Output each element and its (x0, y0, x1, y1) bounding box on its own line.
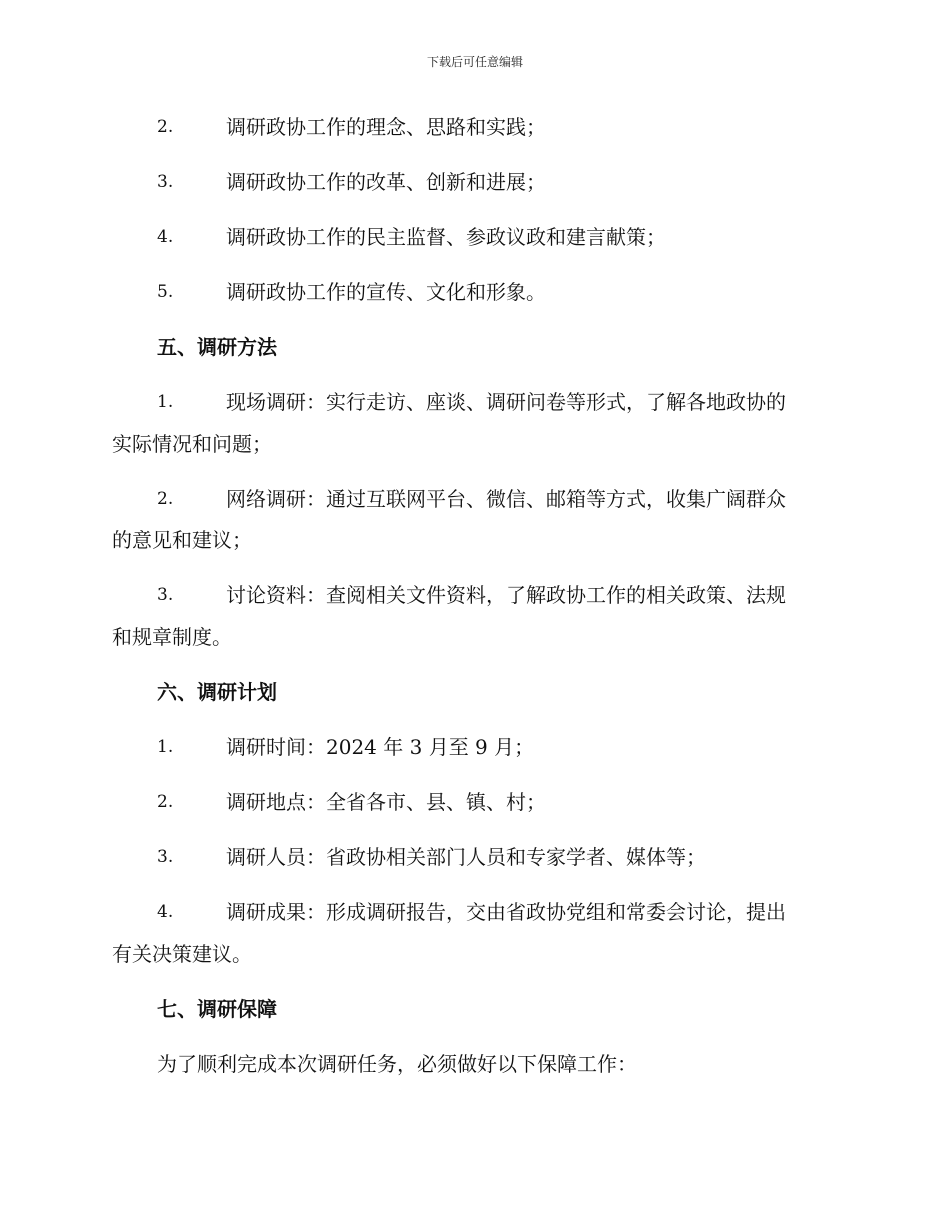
list-number: 4. (157, 227, 174, 247)
list-item-text: 调研人员：省政协相关部门人员和专家学者、媒体等； (226, 845, 706, 869)
list-item-continuation: 和规章制度。 (112, 625, 232, 649)
list-item-text: 现场调研：实行走访、座谈、调研问卷等形式，了解各地政协的 (226, 390, 786, 414)
list-item-text: 讨论资料：查阅相关文件资料，了解政协工作的相关政策、法规 (226, 583, 786, 607)
list-number: 4. (157, 902, 174, 922)
list-item-text: 调研地点：全省各市、县、镇、村； (226, 790, 546, 814)
section-heading: 五、调研方法 (157, 335, 277, 359)
list-item-text: 调研成果：形成调研报告，交由省政协党组和常委会讨论，提出 (226, 900, 786, 924)
paragraph: 为了顺利完成本次调研任务，必须做好以下保障工作： (157, 1052, 637, 1076)
list-number: 3. (157, 172, 174, 192)
list-number: 1. (157, 392, 174, 412)
list-item-text: 调研时间：2024 年 3 月至 9 月； (226, 735, 535, 759)
list-number: 3. (157, 585, 174, 605)
list-number: 2. (157, 489, 174, 509)
page-header: 下载后可任意编辑 (426, 55, 523, 69)
list-item-continuation: 有关决策建议。 (112, 942, 252, 966)
list-number: 3. (157, 847, 174, 867)
list-number: 2. (157, 792, 174, 812)
list-item-continuation: 实际情况和问题； (112, 432, 272, 456)
list-number: 1. (157, 737, 174, 757)
list-item-continuation: 的意见和建议； (112, 528, 252, 552)
list-item-text: 调研政协工作的理念、思路和实践； (226, 115, 546, 139)
list-number: 2. (157, 117, 174, 137)
list-number: 5. (157, 282, 174, 302)
section-heading: 七、调研保障 (157, 997, 277, 1021)
list-item-text: 调研政协工作的民主监督、参政议政和建言献策； (226, 225, 666, 249)
list-item-text: 调研政协工作的宣传、文化和形象。 (226, 280, 546, 304)
section-heading: 六、调研计划 (157, 680, 277, 704)
list-item-text: 调研政协工作的改革、创新和进展； (226, 170, 546, 194)
list-item-text: 网络调研：通过互联网平台、微信、邮箱等方式，收集广阔群众 (226, 487, 786, 511)
